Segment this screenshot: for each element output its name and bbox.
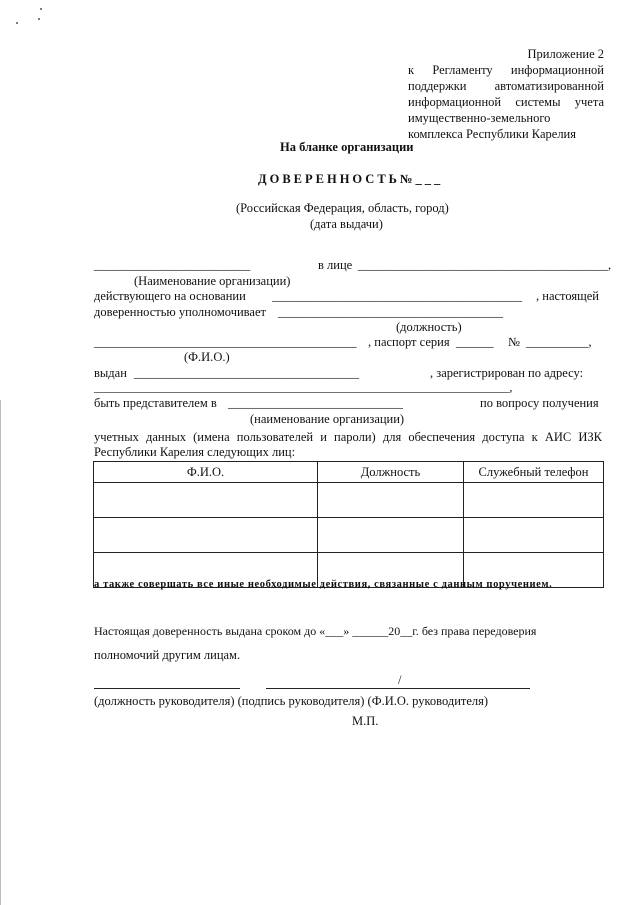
address-field: _______________________________________________________________________,	[94, 380, 513, 394]
table-cell	[464, 518, 604, 553]
representative-in-label: быть представителем в	[94, 396, 217, 410]
registered-label: , зарегистрирован по адресу:	[430, 366, 584, 380]
signature-slash: /	[398, 673, 402, 687]
validity-line-2: полномочий другим лицам.	[94, 648, 241, 662]
position-caption: (должность)	[396, 320, 462, 334]
passport-number-label: №	[508, 335, 520, 349]
fio-field: __________________________________________	[94, 335, 357, 349]
appendix-number: Приложение 2	[527, 47, 604, 61]
appendix-line: поддержки автоматизированной	[408, 79, 604, 93]
signature-captions: (должность руководителя) (подпись руководителя) (Ф.И.О. руководителя)	[94, 694, 489, 708]
passport-number-field: __________,	[526, 335, 592, 349]
table-cell	[94, 483, 318, 518]
blank-title: На бланке организации	[280, 140, 414, 154]
appendix-line: комплекса Республики Карелия	[408, 127, 576, 141]
table-cell	[94, 518, 318, 553]
place-hint: (Российская Федерация, область, город)	[236, 201, 449, 215]
basis-suffix: , настоящей	[536, 289, 599, 303]
date-hint: (дата выдачи)	[310, 217, 383, 231]
signature-line	[266, 688, 530, 689]
target-org-caption: (наименование организации)	[250, 412, 405, 426]
question-label: по вопросу получения	[480, 396, 599, 410]
issued-by-field: ____________________________________	[134, 366, 359, 380]
document-title: ДОВЕРЕННОСТЬ№___	[258, 172, 444, 186]
column-header-phone: Служебный телефон	[464, 462, 604, 483]
table-cell	[464, 483, 604, 518]
table-row	[94, 483, 604, 518]
purpose-paragraph: учетных данных (имена пользователей и пароли) для обеспечения доступа к АИС ИЗК Республики Карелия следующих лиц:	[94, 430, 602, 459]
scan-speck	[16, 22, 18, 24]
column-header-fio: Ф.И.О.	[94, 462, 318, 483]
table-cell	[318, 518, 464, 553]
table-cell	[318, 483, 464, 518]
fio-caption: (Ф.И.О.)	[184, 350, 230, 364]
appendix-line: информационной системы учета	[408, 95, 604, 109]
authorizes-label: доверенностью уполномочивает	[94, 305, 266, 319]
issued-label: выдан	[94, 366, 127, 380]
position-field: ____________________________________	[278, 305, 503, 319]
appendix-line: имущественно-земельного	[408, 111, 551, 125]
passport-series-field: ______	[456, 335, 494, 349]
basis-label: действующего на основании	[94, 289, 246, 303]
position-signature-line	[94, 688, 240, 689]
table-row	[94, 518, 604, 553]
appendix-header	[408, 46, 604, 142]
scan-speck	[40, 8, 42, 10]
column-header-position: Должность	[318, 462, 464, 483]
scan-speck	[38, 18, 40, 20]
passport-series-label: , паспорт серия	[368, 335, 450, 349]
stamp-place: М.П.	[352, 714, 379, 728]
scan-edge-line	[0, 400, 1, 905]
basis-field: ________________________________________	[272, 289, 522, 303]
in-person-label: в лице	[318, 258, 353, 272]
actions-statement: а также совершать все иные необходимые действия, связанные с данным поручением.	[94, 579, 553, 590]
validity-line: Настоящая доверенность выдана сроком до «___» ______20__г. без права передоверия	[94, 624, 537, 638]
org-name-caption: (Наименование организации)	[134, 274, 291, 288]
table-header-row	[94, 462, 604, 483]
target-org-field: ____________________________	[228, 396, 403, 410]
appendix-line: к Регламенту информационной	[408, 63, 604, 77]
representative-field: ________________________________________,	[358, 258, 612, 272]
org-name-field: _________________________	[94, 258, 251, 272]
persons-table	[93, 461, 604, 588]
